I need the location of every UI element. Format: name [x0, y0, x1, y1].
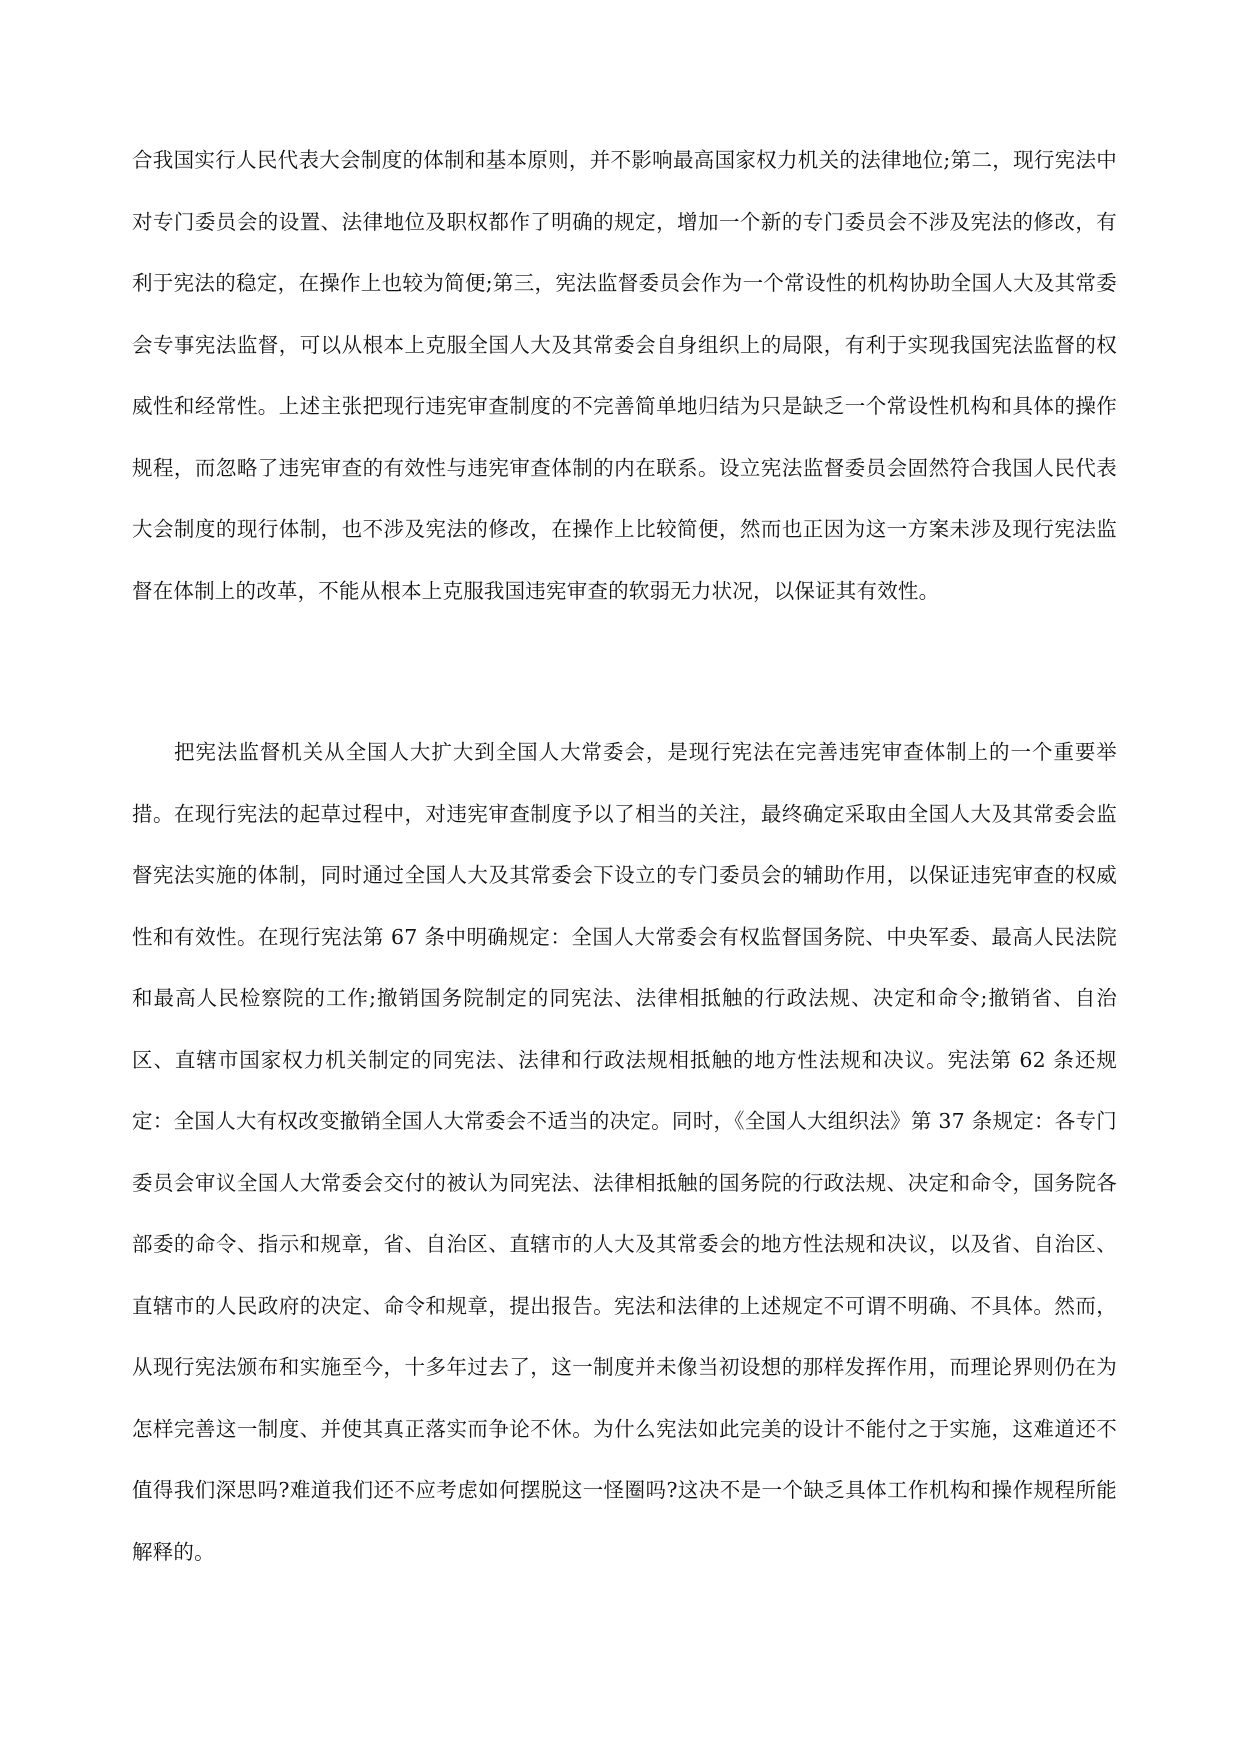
paragraph-2: 把宪法监督机关从全国人大扩大到全国人大常委会，是现行宪法在完善违宪审查体制上的一个重要举措。在现行宪法的起草过程中，对违宪审查制度予以了相当的关注，最终确定采取由全国人大及其常委会监督宪法实施的体制，同时通过全国人大及其常委会下设立的专门委员会的辅助作用，以保证违宪审查的权威性和有效性。在现行宪法第 67 条中明确规定：全国人大常委会有权监督国务院、中央军委、最高人民法院和最高人民检察院的工作;撤销国务院制定的同宪法、法律相抵触的行政法规、决定和命令;撤销省、自治区、直辖市国家权力机关制定的同宪法、法律和行政法规相抵触的地方性法规和决议。宪法第 62 条还规定：全国人大有权改变撤销全国人大常委会不适当的决定。同时，《全国人大组织法》第 37 条规定：各专门委员会审议全国人大常委会交付的被认为同宪法、法律相抵触的国务院的行政法规、决定和命令，国务院各部委的命令、指示和规章，省、自治区、直辖市的人大及其常委会的地方性法规和决议，以及省、自治区、直辖市的人民政府的决定、命令和规章，提出报告。宪法和法律的上述规定不可谓不明确、不具体。然而，从现行宪法颁布和实施至今，十多年过去了，这一制度并未像当初设想的那样发挥作用，而理论界则仍在为怎样完善这一制度、并使其真正落实而争论不休。为什么宪法如此完美的设计不能付之于实施，这难道还不值得我们深思吗?难道我们还不应考虑如何摆脱这一怪圈吗?这决不是一个缺乏具体工作机构和操作规程所能解释的。	[132, 740, 1117, 1564]
paragraph-1: 合我国实行人民代表大会制度的体制和基本原则，并不影响最高国家权力机关的法律地位;第二，现行宪法中对专门委员会的设置、法律地位及职权都作了明确的规定，增加一个新的专门委员会不涉及宪法的修改，有利于宪法的稳定，在操作上也较为简便;第三，宪法监督委员会作为一个常设性的机构协助全国人大及其常委会专事宪法监督，可以从根本上克服全国人大及其常委会自身组织上的局限，有利于实现我国宪法监督的权威性和经常性。上述主张把现行违宪审查制度的不完善简单地归结为只是缺乏一个常设性机构和具体的操作规程，而忽略了违宪审查的有效性与违宪审查体制的内在联系。设立宪法监督委员会固然符合我国人民代表大会制度的现行体制，也不涉及宪法的修改，在操作上比较简便，然而也正因为这一方案未涉及现行宪法监督在体制上的改革，不能从根本上克服我国违宪审查的软弱无力状况，以保证其有效性。	[132, 148, 1117, 603]
